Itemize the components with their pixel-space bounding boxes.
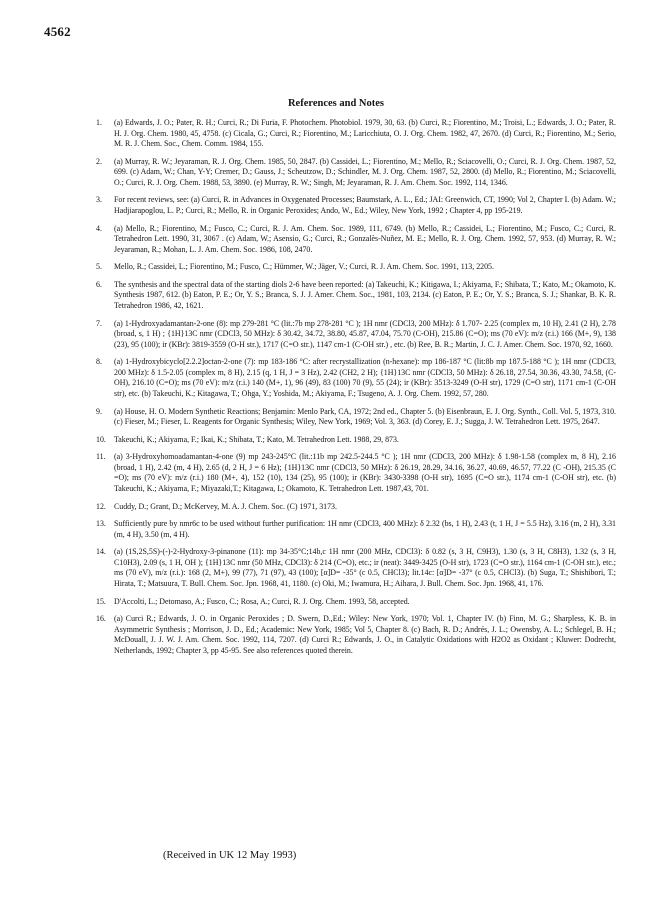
reference-item <box>96 452 616 494</box>
reference-number: 3. <box>96 195 102 205</box>
reference-number: 14. <box>96 547 106 557</box>
reference-item <box>96 547 616 589</box>
reference-number: 11. <box>96 452 106 462</box>
reference-text: D'Accolti, L.; Detomaso, A.; Fusco, C.; Rosa, A.; Curci, R. J. Org. Chem. 1993, 58, accepted. <box>114 596 410 606</box>
reference-item <box>96 407 616 428</box>
reference-number: 7. <box>96 318 102 328</box>
reference-number: 4. <box>96 223 102 233</box>
references-heading: References and Notes <box>287 98 385 109</box>
reference-text: (a) Mello, R.; Fiorentino, M.; Fusco, C.; Curci, R. J. Am. Chem. Soc. 1989, 111, 6749. (b) Mello, R.; Cassidei, L.; Fiorentino, M.; Fusco, C.; Curci, R. Tetrahedron Lett. 1990, 31, 3067 . (c) Adam, W.; Asensio, G.; Curci, R.; Gonzalès-Nuñez, M. E.; Mello, R. J. Org. Chem. 1992, 57, 953. (d) Murray, R. W.; Jeyaraman, R.; Mohan, L. J. Am. Chem. Soc. 1986, 108, 2470. <box>114 223 616 254</box>
reference-item <box>96 280 616 312</box>
reference-item <box>96 118 616 150</box>
reference-number: 10. <box>96 434 106 444</box>
reference-item <box>96 597 616 608</box>
reference-text: Takeuchi, K.; Akiyama, F.; Ikai, K.; Shibata, T.; Kato, M. Tetrahedron Lett. 1988, 29, 873. <box>114 434 399 444</box>
reference-text: (a) 1-Hydroxybicyclo[2.2.2]octan-2-one (7): mp 183-186 °C: after recrystallization (n-hexane): mp 186-187 °C (lit:8b mp 187.5-188 °C ); 1H nmr (CDCl3, 200 MHz): δ 1.5-2.05 (complex m, 8 H), 2.15 (q, 1 H, J = 3 Hz), 2.42 (CH2, 2 H); {1H}13C nmr (CDCl3, 50 MHz): δ 26.18, 27.54, 30.36, 43.30, 74.58, (C-OH), 216.10 (C=O); ms (70 eV): m/z (r.i.) 140 (M+, 1), 96 (49), 83 (100) 70 (9), 55 (24); ir (KBr): 3513-3249 (O-H str), 1729 (C=O str), 1171 cm-1 (C-OH str), etc. (b) Takeuchi, K.; Kitagawa, T.; Ohga, Y.; Yoshida, M.; Akiyama, F.; Tsugeno, A. J. Org. Chem. 1992, 57, 280. <box>114 357 616 398</box>
reference-item <box>96 319 616 351</box>
reference-text: Mello, R.; Cassidei, L.; Fiorentino, M.; Fusco, C.; Hümmer, W.; Jäger, V.; Curci, R. J. Am. Chem. Soc. 1991, 113, 2205. <box>114 262 494 272</box>
reference-text: For recent reviews, see: (a) Curci, R. in Advances in Oxygenated Processes; Baumstark, A. L., Ed.; JAI: Greenwich, CT, 1990; Vol 2, Chapter I. (b) Adam. W.; Hadjiarapoglou, L. P.; Curci, R.; Mello, R. in Organic Peroxides; Ando, W., Ed.; Wiley, New York, 1992 ; Chapter 4, pp 195-219. <box>114 195 616 215</box>
reference-number: 8. <box>96 357 102 367</box>
reference-text: (a) 1-Hydroxyadamantan-2-one (8): mp 279-281 °C (lit.:7b mp 278-281 °C ); 1H nmr (CDCl3, 200 MHz): δ 1.707- 2.25 (complex m, 10 H), 2.41 (2 H), 2.78 (broad, s, 1 H) ; {1H}13C nmr (CDCl3, 50 MHz): δ 30.42, 34.72, 38.80, 45.87, 47.04, 75.70 (C-OH), 215.86 (C=O); ms (70 eV): m/z (r.i.) 166 (M+, 9), 138 (23), 95 (100); ir (KBr): 3819-3559 (O-H str.), 1717 (C=O str.), 1147 cm-1 (C-OH str.) , etc. (b) Ree, B. R.; Martin, J. C. J. Amer. Chem. Soc. 1970, 92, 1660. <box>114 318 616 349</box>
reference-item <box>96 357 616 399</box>
reference-text: The synthesis and the spectral data of the starting diols 2-6 have been reported: (a) Takeuchi, K.; Kitigawa, I.; Akiyama, F.; Shibata, T.; Kato, M.; Okamoto, K. Synthesis 1987, 612. (b) Eaton, P. E.; Or, Y. S.; Branca, S. J. J. Amer. Chem. Soc., 1981, 103, 2134. (c) Eaton, P. E.; Or, Y. S.; Branca, S. J.; Shankar, B. K. R. Tetrahedron 1986, 42, 1621. <box>114 279 616 310</box>
reference-text: (a) Murray, R. W.; Jeyaraman, R. J. Org. Chem. 1985, 50, 2847. (b) Cassidei, L.; Fiorentino, M.; Mello, R.; Sciacovelli, O.; Curci, R. J. Org. Chem. 1987, 52, 699. (c) Adam, W.; Chan, Y-Y; Cremer, D.; Gauss, J.; Scheutzow, D.; Schindler, M. J. Org. Chem. 1987, 52, 2800. (d) Mello, R.; Fiorentino, M.; Sciacovelli, O.; Curci, R. J. Org. Chem. 1988, 53, 3890. (e) Murray, R. W.; Singh, M; Jeyaraman, R. J. Am. Chem. Soc. 1992, 114, 1346. <box>114 156 616 187</box>
reference-number: 13. <box>96 519 106 529</box>
references-list <box>96 118 616 664</box>
reference-number: 6. <box>96 279 102 289</box>
reference-item <box>96 262 616 273</box>
reference-item <box>96 224 616 256</box>
page-number: 4562 <box>44 24 71 39</box>
reference-item <box>96 519 616 540</box>
reference-item <box>96 195 616 216</box>
reference-text: (a) (1S,2S,5S)-(-)-2-Hydroxy-3-pinanone (11): mp 34-35°C;14b,c 1H nmr (200 MHz, CDCl3): δ 0.82 (s, 3 H, C9H3), 1.30 (s, 3 H, C8H3), 1.32 (s, 3 H, C10H3), 2.09 (s, 1 H, OH ); {1H}13C nmr (50 MHz, CDCl3): δ 214 (C=O), etc.; ir (neat): 3449-3425 (O-H str), 1723 (C=O str.), 1164 cm-1 (C-OH str.), etc.; ms (70 eV), m/z (r.i.): 168 (2, M+), 99 (77), 71 (97), 43 (100); [α]D= -35° (c 0.5, CHCl3); lit.14c: [α]D= -37° (c 0.5, CHCl3). (b) Suga, T.; Shishibori, T.; Hirata, T.; Matsuura, T. Bull. Chem. Soc. Jpn. 1968, 41, 1180. (c) Oki, M.; Iwamura, H.; Aihara, J. Bull. Chem. Soc. Jpn. 1968, 41, 176. <box>114 547 616 588</box>
reference-item <box>96 157 616 189</box>
reference-item <box>96 614 616 656</box>
reference-number: 2. <box>96 156 102 166</box>
reference-text: (a) House, H. O. Modern Synthetic Reactions; Benjamin: Menlo Park, CA, 1972; 2nd ed., Chapter 5. (b) Eisenbraun, E. J. Org. Synth., Coll. Vol. 5, 1973, 310. (c) Fieser, M.; Fieser, L. Reagents for Organic Synthesis; Wiley, New York, 1969; Vol. 3, 363. (d) Corey, E. J.; Sugga, J. W. Tetrahedron Lett. 1975, 2647. <box>114 406 616 426</box>
received-date: (Received in UK 12 May 1993) <box>163 850 297 861</box>
reference-number: 12. <box>96 501 106 511</box>
reference-item <box>96 435 616 446</box>
reference-item <box>96 502 616 513</box>
reference-text: (a) 3-Hydroxyhomoadamantan-4-one (9) mp 243-245°C (lit.:11b mp 242.5-244.5 °C ); 1H nmr (CDCl3, 200 MHz): δ 1.98-1.58 (complex m, 8 H), 2.16 (broad, 1 H), 2.42 (m, 4 H), 2.65 (d, 2 H, J = 6 Hz); {1H}13C nmr (CDCl3, 50 MHz): δ 26.19, 28.29, 34.16, 36.27, 40.69, 46.57, 77.22 (C -OH), 215.35 (C =O); ms (70 eV): m/z (r.i.) 180 (M+, 4), 152 (10), 134 (25), 95 (100); ir (KBr): 3430-3398 (O-H str), 1695 (C=O str.), 1174 cm-1 (C-OH str), etc. (b) Takeuchi, K.; Akiyama, F.; Miyazaki,T.; Kitagawa, I.; Okamoto, K. Tetrahedron Lett. 1987,43, 701. <box>114 452 616 493</box>
reference-number: 1. <box>96 118 102 127</box>
reference-number: 16. <box>96 614 106 624</box>
reference-text: Sufficiently pure by nmr6c to be used without further purification: 1H nmr (CDCl3, 400 MHz): δ 2.32 (bs, 1 H), 2.43 (t, 1 H, J = 5.5 Hz), 3.16 (m, 2 H), 3.31 (m, 4 H), 3.50 (m, 4 H). <box>114 519 616 539</box>
reference-number: 5. <box>96 262 102 272</box>
reference-text: Cuddy, D.; Grant, D.; McKervey, M. A. J. Chem. Soc. (C) 1971, 3173. <box>114 501 337 511</box>
reference-text: (a) Edwards, J. O.; Pater, R. H.; Curci, R.; Di Furia, F. Photochem. Photobiol. 1979, 30, 63. (b) Curci, R.; Fiorentino, M.; Troisi, L.; Edwards, J. O.; Pater, R. H. J. Org. Chem. 1980, 45, 4758. (c) Cicala, G.; Curci, R.; Fiorentino, M.; Laricchiuta, O. J. Org. Chem. 1982, 47, 2670. (d) Curci, R.; Fiorentino, M.; Serio, M. R. J. Chem. Soc., Chem. Comm. 1984, 155. <box>114 118 616 148</box>
reference-number: 15. <box>96 596 106 606</box>
reference-text: (a) Curci R.; Edwards, J. O. in Organic Peroxides ; D. Swern, D.,Ed.; Wiley: New York, 1970; Vol. 1, Chapter IV. (b) Finn, M. G.; Sharpless, K. B. in Asymmetric Synthesis ; Morrison, J. D., Ed.; Academic: New York, 1985; Vol 5, Chapter 8. (c) Bach, R. D.; Andrés, J. L.; Owensby, A. L.; Schlegel, B. H.; McDouall, J. J. W. J. Am. Chem. Soc. 1992, 114, 7207. (d) Curci R.; Edwards, J. O., in Catalytic Oxidations with H2O2 as Oxidant ; Kluwer: Dodrecht, Netherlands, 1992; Chapter 3, pp 45-95. See also references quoted therein. <box>114 614 616 655</box>
reference-number: 9. <box>96 406 102 416</box>
